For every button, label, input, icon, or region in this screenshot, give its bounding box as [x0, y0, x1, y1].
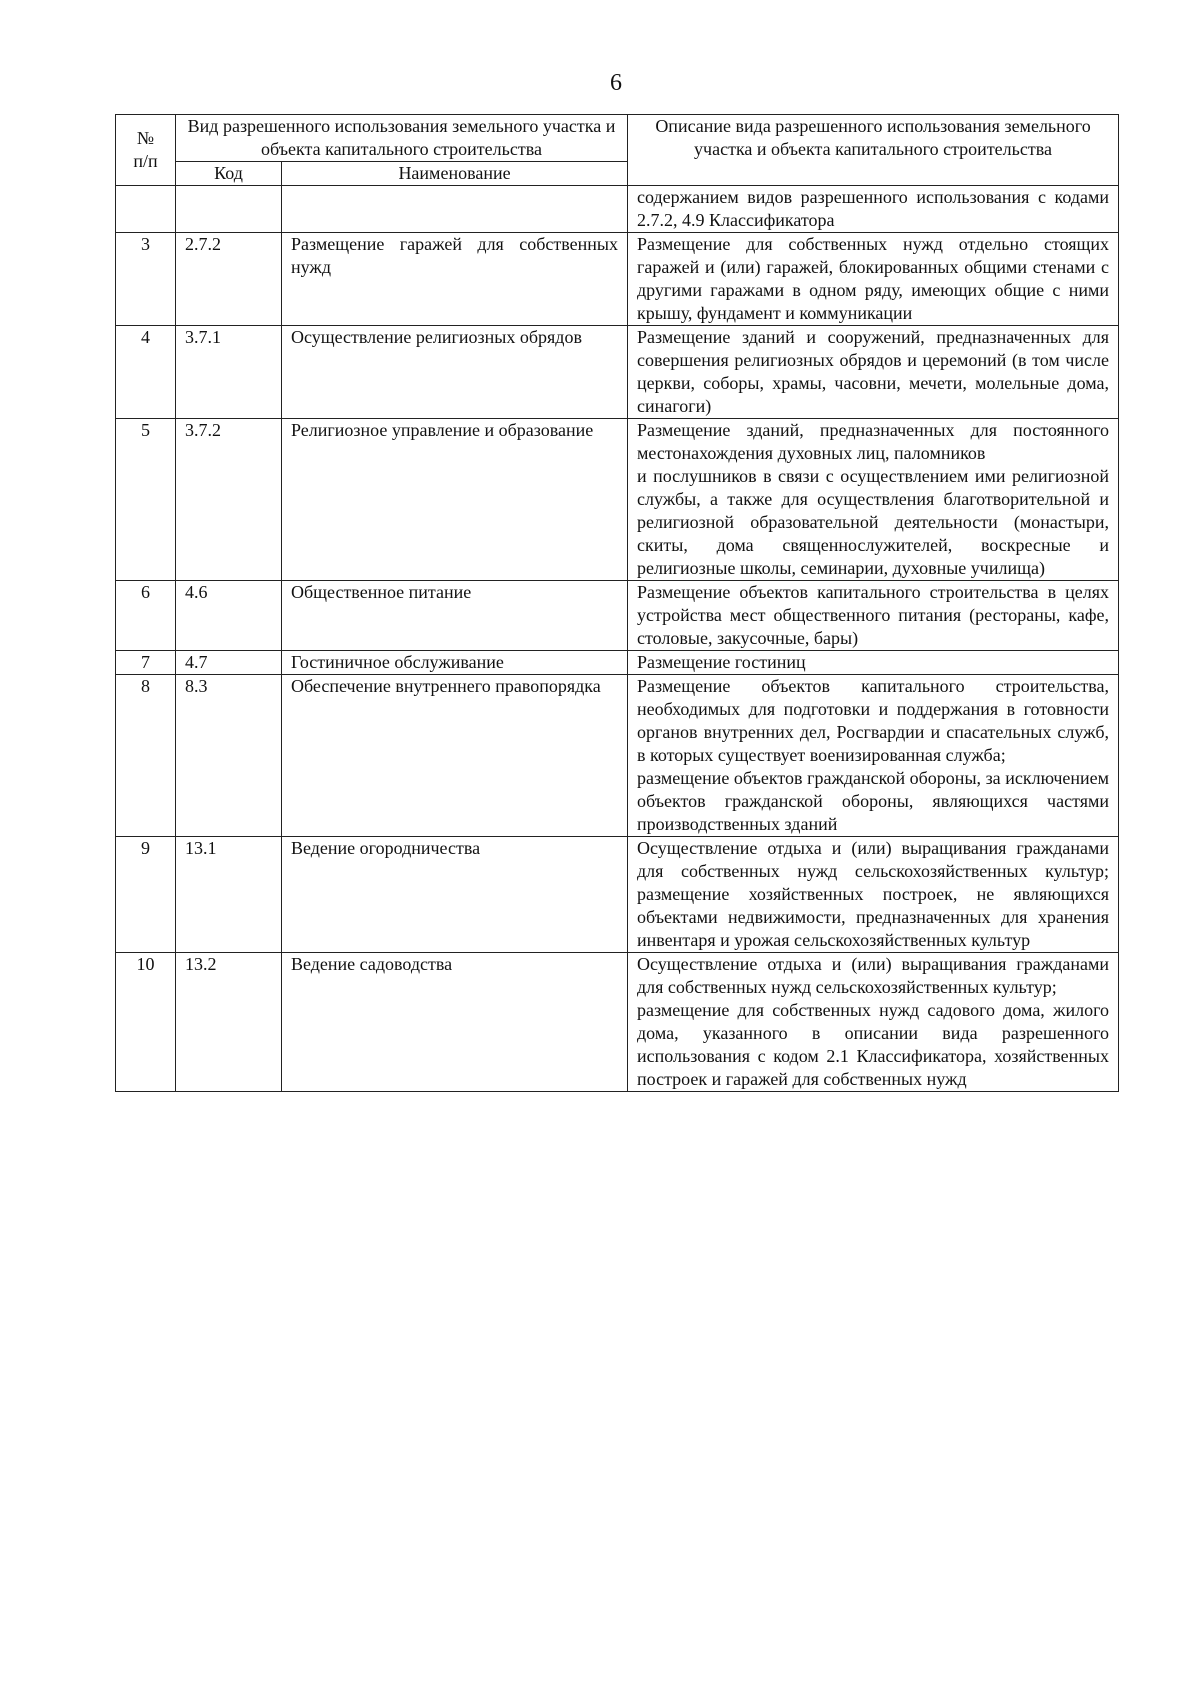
row-code: 4.7	[176, 651, 282, 675]
header-code: Код	[176, 162, 282, 186]
row-code: 3.7.2	[176, 419, 282, 581]
page-number: 6	[610, 70, 622, 96]
description-paragraph: Размещение гостиниц	[637, 652, 806, 672]
row-number: 5	[116, 419, 176, 581]
row-number: 6	[116, 581, 176, 651]
row-description	[628, 326, 1119, 419]
land-use-table	[115, 114, 1119, 1092]
description-paragraph: и послушников в связи с осуществлением ими религиозной службы, а также для осуществления благотворительной и религиозной образовательной деятельности (монастыри, скиты, дома священнослужителей, воскресные и религиозные школы, семинарии, духовные училища)	[637, 466, 1110, 578]
description-paragraph: Осуществление отдыха и (или) выращивания гражданами для собственных нужд сельскохозяйственных культур; размещение хозяйственных построек, не являющихся объектами недвижимости, предназначенных для хранения инвентаря и урожая сельскохозяйственных культур	[637, 838, 1110, 950]
row-number: 8	[116, 675, 176, 837]
table-row	[116, 837, 1119, 953]
description-paragraph: Размещение зданий, предназначенных для постоянного местонахождения духовных лиц, паломников	[637, 420, 1110, 463]
row-code: 13.1	[176, 837, 282, 953]
row-description	[628, 581, 1119, 651]
row-code: 13.2	[176, 953, 282, 1092]
description-paragraph: размещение объектов гражданской обороны, за исключением объектов гражданской обороны, являющихся частями производственных зданий	[637, 768, 1110, 834]
row-name: Размещение гаражей для собственных нужд	[282, 233, 628, 326]
row-name: Ведение садоводства	[282, 953, 628, 1092]
row-description	[628, 675, 1119, 837]
row-name: Религиозное управление и образование	[282, 419, 628, 581]
row-name: Обеспечение внутреннего правопорядка	[282, 675, 628, 837]
row-number: 3	[116, 233, 176, 326]
row-description	[628, 953, 1119, 1092]
row-description	[628, 651, 1119, 675]
table-row	[116, 419, 1119, 581]
description-paragraph: содержанием видов разрешенного использования с кодами 2.7.2, 4.9 Классификатора	[637, 187, 1110, 230]
table-row	[116, 186, 1119, 233]
row-code	[176, 186, 282, 233]
row-code: 2.7.2	[176, 233, 282, 326]
row-name: Общественное питание	[282, 581, 628, 651]
description-paragraph: Размещение объектов капитального строительства, необходимых для подготовки и поддержания в готовности органов внутренних дел, Росгвардии и спасательных служб, в которых существует военизированная служба;	[637, 676, 1110, 765]
table-row	[116, 953, 1119, 1092]
table-row	[116, 675, 1119, 837]
table-header	[116, 115, 1119, 186]
header-name: Наименование	[282, 162, 628, 186]
row-code: 4.6	[176, 581, 282, 651]
description-paragraph: размещение для собственных нужд садового дома, жилого дома, указанного в описании вида разрешенного использования с кодом 2.1 Классификатора, хозяйственных построек и гаражей для собственных нужд	[637, 1000, 1110, 1089]
description-paragraph: Размещение объектов капитального строительства в целях устройства мест общественного питания (рестораны, кафе, столовые, закусочные, бары)	[637, 582, 1110, 648]
row-code: 8.3	[176, 675, 282, 837]
row-code: 3.7.1	[176, 326, 282, 419]
table-row	[116, 651, 1119, 675]
table-body	[116, 186, 1119, 1092]
row-description	[628, 837, 1119, 953]
row-description	[628, 233, 1119, 326]
row-name	[282, 186, 628, 233]
row-number: 10	[116, 953, 176, 1092]
header-num: № п/п	[116, 115, 176, 186]
row-name: Осуществление религиозных обрядов	[282, 326, 628, 419]
row-name: Ведение огородничества	[282, 837, 628, 953]
table-row	[116, 233, 1119, 326]
description-paragraph: Размещение для собственных нужд отдельно стоящих гаражей и (или) гаражей, блокированных общими стенами с другими гаражами в одном ряду, имеющих общие с ними крышу, фундамент и коммуникации	[637, 234, 1110, 323]
table-row	[116, 326, 1119, 419]
row-name: Гостиничное обслуживание	[282, 651, 628, 675]
header-description: Описание вида разрешенного использования земельного участка и объекта капитального строительства	[628, 115, 1119, 186]
row-number	[116, 186, 176, 233]
table-row	[116, 581, 1119, 651]
row-description	[628, 186, 1119, 233]
description-paragraph: Осуществление отдыха и (или) выращивания гражданами для собственных нужд сельскохозяйственных культур;	[637, 954, 1110, 997]
header-group: Вид разрешенного использования земельного участка и объекта капитального строительства	[176, 115, 628, 162]
row-number: 4	[116, 326, 176, 419]
row-number: 7	[116, 651, 176, 675]
row-description	[628, 419, 1119, 581]
row-number: 9	[116, 837, 176, 953]
description-paragraph: Размещение зданий и сооружений, предназначенных для совершения религиозных обрядов и церемоний (в том числе церкви, соборы, храмы, часовни, мечети, молельные дома, синагоги)	[637, 327, 1110, 416]
